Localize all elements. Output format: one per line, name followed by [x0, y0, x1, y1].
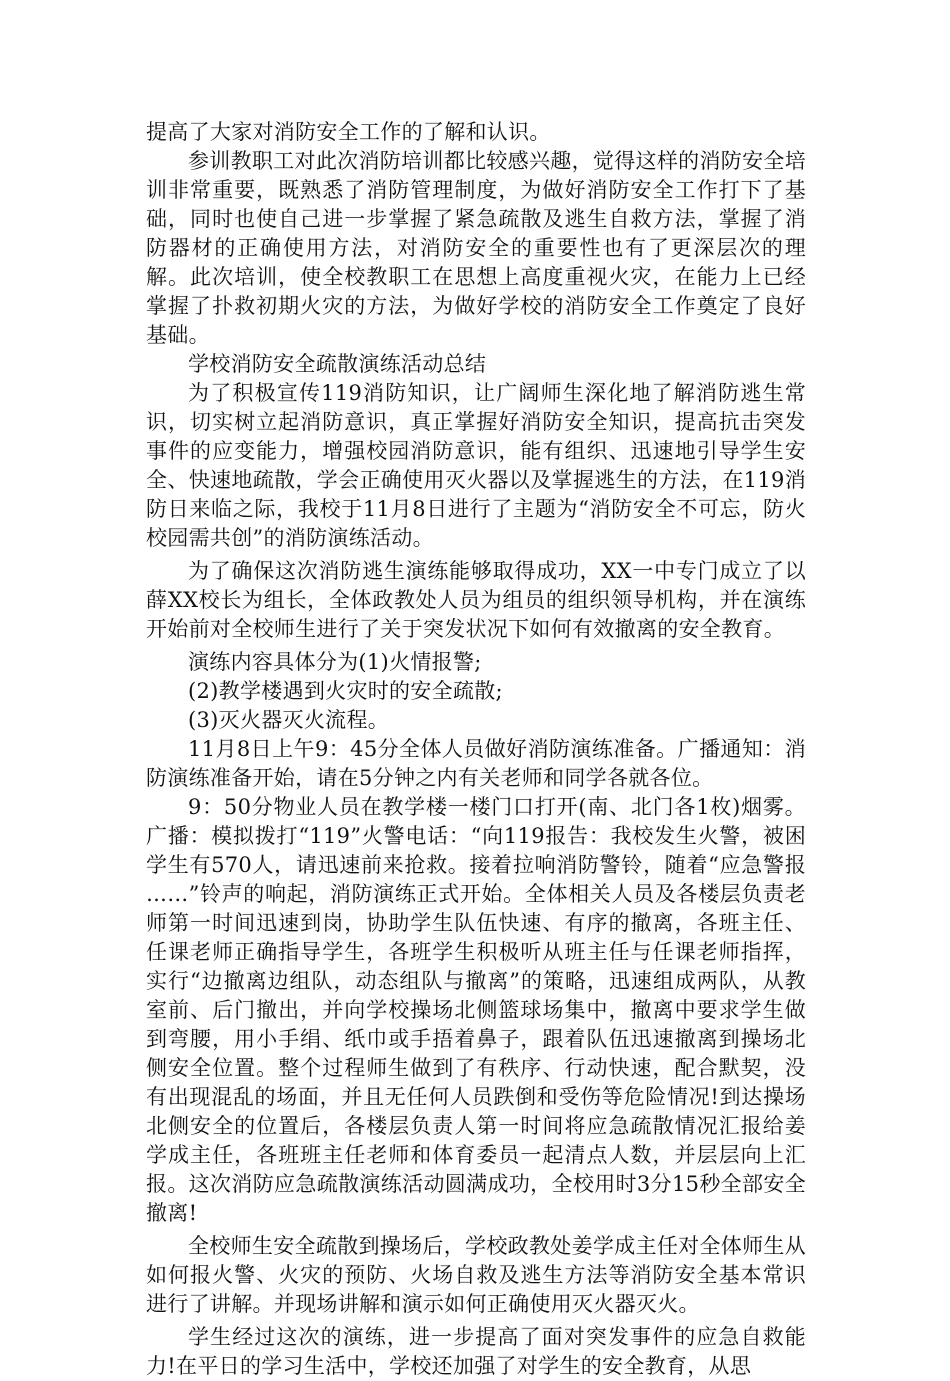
list-item-evacuation: (2)教学楼遇到火灾时的安全疏散;: [188, 679, 503, 703]
paragraph-drill-process: 9：50分物业人员在教学楼一楼门口打开(南、北门各1枚)烟雾。广播：模拟拨打“119”火警电话：“向119报告：我校发生火警，被困学生有570人，请迅速前来抢救。接着拉响消防警铃，随着“应急警报 ……”铃声的响起，消防演练正式开始。全体相关人员及各楼层负责老师第一时间迅速到岗，协助学生队伍快速、有序的撤离，各班主任、任课老师正确指导学生，各班学生积极听从班主任与任课老师指挥，实行“边撤离边组队，动态组队与撤离”的策略，迅速组成两队，从教室前、后门撤出，并向学校操场北侧篮球场集中，撤离中要求学生做到弯腰，用小手绢、纸巾或手捂着鼻子，跟着队伍迅速撤离到操场北侧安全位置。整个过程师生做到了有秩序、行动快速，配合默契，没有出现混乱的场面，并且无任何人员跌倒和受伤等危险情况!到达操场北侧安全的位置后，各楼层负责人第一时间将应急疏散情况汇报给姜学成主任，各班班主任老师和体育委员一起清点人数，并层层向上汇报。这次消防应急疏散演练活动圆满成功，全校用时3分15秒全部安全撤离!: [146, 795, 806, 1225]
paragraph-safety-lecture: 全校师生安全疏散到操场后，学校政教处姜学成主任对全体师生从如何报火警、火灾的预防、火场自救及逃生方法等消防安全基本常识进行了讲解。并现场讲解和演示如何正确使用灭火器灭火。: [146, 1234, 806, 1316]
paragraph-conclusion: 学生经过这次的演练，进一步提高了面对突发事件的应急自救能力!在平日的学习生活中，学校还加强了对学生的安全教育，从思: [146, 1325, 806, 1378]
paragraph-drill-purpose: 为了积极宣传119消防知识，让广阔师生深化地了解消防逃生常识，切实树立起消防意识，真正掌握好消防安全知识，提高抗击突发事件的应变能力，增强校园消防意识，能有组织、迅速地引导学生安全、快速地疏散，学会正确使用灭火器以及掌握逃生的方法，在119消防日来临之际，我校于11月8日进行了主题为“消防安全不可忘，防火校园需共创”的消防演练活动。: [146, 381, 806, 550]
list-item-fire-alarm: 演练内容具体分为(1)火情报警;: [188, 650, 482, 674]
paragraph-training-feedback: 参训教职工对此次消防培训都比较感兴趣，觉得这样的消防安全培训非常重要，既熟悉了消防管理制度，为做好消防安全工作打下了基础，同时也使自己进一步掌握了紧急疏散及逃生自救方法，掌握了消防器材的正确使用方法，对消防安全的重要性也有了更深层次的理解。此次培训，使全校教职工在思想上高度重视火灾，在能力上已经掌握了扑救初期火灾的方法，为做好学校的消防安全工作奠定了良好基础。: [146, 149, 806, 347]
paragraph-preparation: 11月8日上午9：45分全体人员做好消防演练准备。广播通知：消防演练准备开始，请在5分钟之内有关老师和同学各就各位。: [146, 737, 806, 790]
paragraph-continuation: 提高了大家对消防安全工作的了解和认识。: [146, 120, 551, 144]
section-title: 学校消防安全疏散演练活动总结: [188, 352, 487, 376]
paragraph-organization: 为了确保这次消防逃生演练能够取得成功，XX一中专门成立了以薛XX校长为组长，全体政教处人员为组员的组织领导机构，并在演练开始前对全校师生进行了关于突发状况下如何有效撤离的安全教育。: [146, 559, 806, 641]
list-item-extinguisher: (3)灭火器灭火流程。: [188, 708, 390, 732]
document-page: [146, 118, 806, 1381]
